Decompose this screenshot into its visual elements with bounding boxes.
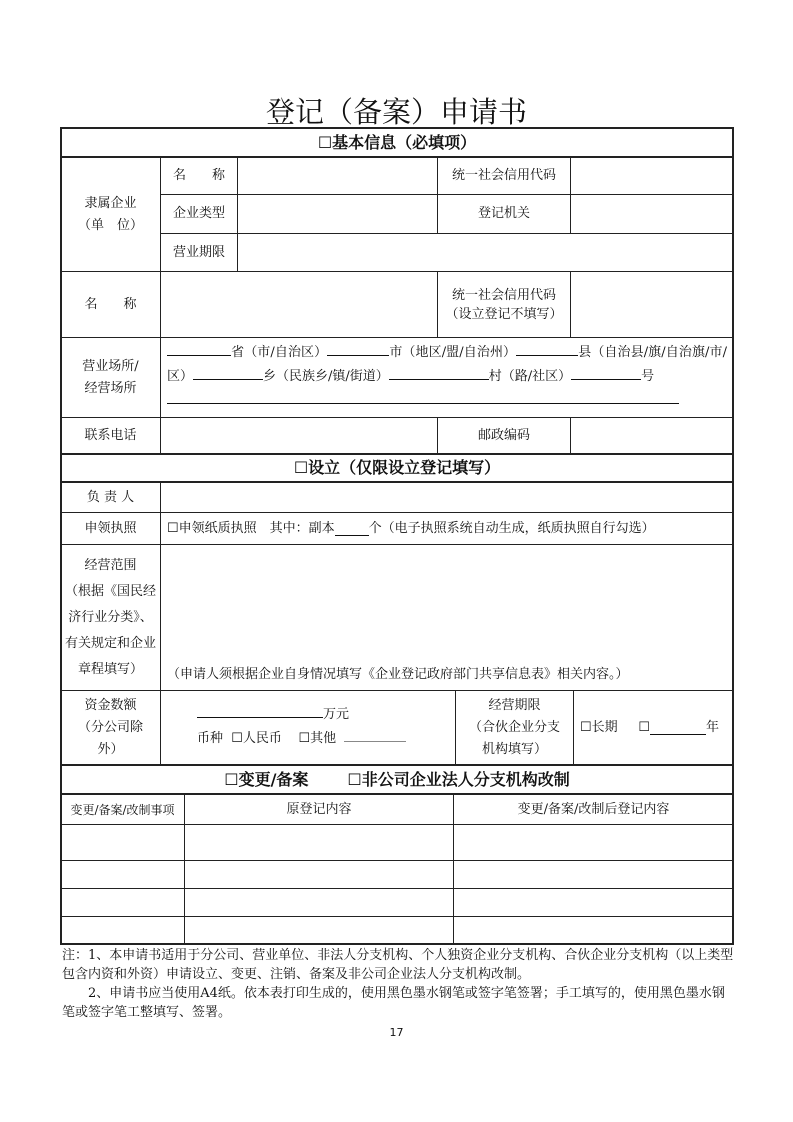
change-filing-checkbox[interactable]: ☐变更/备案: [224, 769, 309, 789]
phone-label: 联系电话: [60, 417, 161, 454]
rmb-checkbox[interactable]: ☐人民币: [231, 731, 282, 746]
addr-number: 号: [641, 369, 655, 384]
change-item-cell[interactable]: [60, 824, 185, 861]
scope-label: 经营范围 （根据《国民经济行业分类》、有关规定和企业章程填写）: [60, 544, 161, 691]
col-header-item: 变更/备案/改制事项: [60, 794, 185, 825]
original-cell[interactable]: [184, 860, 454, 889]
addr-province: 省（市/自治区）: [231, 345, 328, 360]
period-label: 经营期限 （合伙企业分支机构填写）: [455, 690, 574, 765]
authority-field[interactable]: [570, 194, 734, 234]
name-label: 名 称: [160, 157, 238, 195]
authority-label: 登记机关: [437, 194, 571, 234]
scope-field[interactable]: [160, 544, 734, 691]
address-label: 营业场所/ 经营场所: [60, 337, 161, 418]
section-change-header: [60, 764, 734, 795]
term-field[interactable]: [237, 233, 734, 272]
addr-county: 县（自治县/旗/自治旗/市/区）: [167, 345, 727, 384]
page-title: 登记（备案）申请书: [265, 95, 527, 129]
page-number: 17: [389, 1026, 404, 1039]
notes: [62, 946, 734, 1022]
branch-name-field[interactable]: [160, 271, 438, 338]
currency-label: 币种: [197, 731, 224, 746]
wan-yuan-unit: 万元: [323, 707, 350, 722]
capital-label: 资金数额 （分公司除外）: [60, 690, 161, 765]
phone-field[interactable]: [160, 417, 438, 454]
postcode-field[interactable]: [570, 417, 734, 454]
license-label: 申领执照: [60, 512, 161, 545]
type-field[interactable]: [237, 194, 438, 234]
branch-name-label: 名 称: [60, 271, 161, 338]
term-label: 营业期限: [160, 233, 238, 272]
credit-code-label: 统一社会信用代码: [437, 157, 571, 195]
years-checkbox[interactable]: ☐: [638, 719, 650, 735]
changed-cell[interactable]: [453, 860, 734, 889]
col-header-original: 原登记内容: [184, 794, 454, 825]
branch-credit-field[interactable]: [570, 271, 734, 338]
changed-cell[interactable]: [453, 916, 734, 945]
col-header-changed: 变更/备案/改制后登记内容: [453, 794, 734, 825]
license-checkbox[interactable]: ☐申领纸质执照 其中：副本: [167, 520, 335, 536]
type-label: 企业类型: [160, 194, 238, 234]
capital-field[interactable]: [160, 690, 456, 765]
addr-village: 村（路/社区）: [488, 369, 572, 384]
restructure-checkbox[interactable]: ☐非公司企业法人分支机构改制: [347, 769, 570, 789]
changed-cell[interactable]: [453, 824, 734, 861]
change-item-cell[interactable]: [60, 860, 185, 889]
license-field[interactable]: [160, 512, 734, 545]
year-unit: 年: [705, 719, 719, 735]
note-2: 2、申请书应当使用A4纸。依本表打印生成的，使用黑色墨水钢笔或签字笔签署；手工填写的，使用黑色墨水钢笔或签字笔工整填写、签署。: [62, 986, 725, 1020]
period-field[interactable]: [573, 690, 734, 765]
original-cell[interactable]: [184, 916, 454, 945]
note-1: 注：1、本申请书适用于分公司、营业单位、非法人分支机构、个人独资企业分支机构、合伙企业分支机构（以上类型包含内资和外资）申请设立、变更、注销、备案及非公司企业法人分支机构改制。: [62, 948, 734, 982]
addr-town: 乡（民族乡/镇/街道）: [263, 369, 389, 384]
section-setup-header[interactable]: ☐设立（仅限设立登记填写）: [60, 453, 734, 483]
parent-name-field[interactable]: [237, 157, 438, 195]
other-currency-checkbox[interactable]: ☐其他: [298, 731, 337, 746]
license-note: 个（电子执照系统自动生成，纸质执照自行勾选）: [368, 520, 655, 536]
addr-city: 市（地区/盟/自治州）: [389, 345, 517, 360]
postcode-label: 邮政编码: [437, 417, 571, 454]
address-field[interactable]: [160, 337, 734, 418]
parent-credit-code-field[interactable]: [570, 157, 734, 195]
long-term-checkbox[interactable]: ☐长期: [580, 719, 618, 735]
changed-cell[interactable]: [453, 888, 734, 917]
change-item-cell[interactable]: [60, 916, 185, 945]
scope-note: （申请人须根据企业自身情况填写《企业登记政府部门共享信息表》相关内容。）: [167, 667, 629, 682]
original-cell[interactable]: [184, 888, 454, 917]
section-basic-header[interactable]: ☐基本信息（必填项）: [60, 127, 734, 158]
manager-label: 负 责 人: [60, 482, 161, 513]
parent-label: 隶属企业 （单 位）: [60, 157, 161, 272]
manager-field[interactable]: [160, 482, 734, 513]
change-item-cell[interactable]: [60, 888, 185, 917]
original-cell[interactable]: [184, 824, 454, 861]
branch-credit-label: 统一社会信用代码 （设立登记不填写）: [437, 271, 571, 338]
